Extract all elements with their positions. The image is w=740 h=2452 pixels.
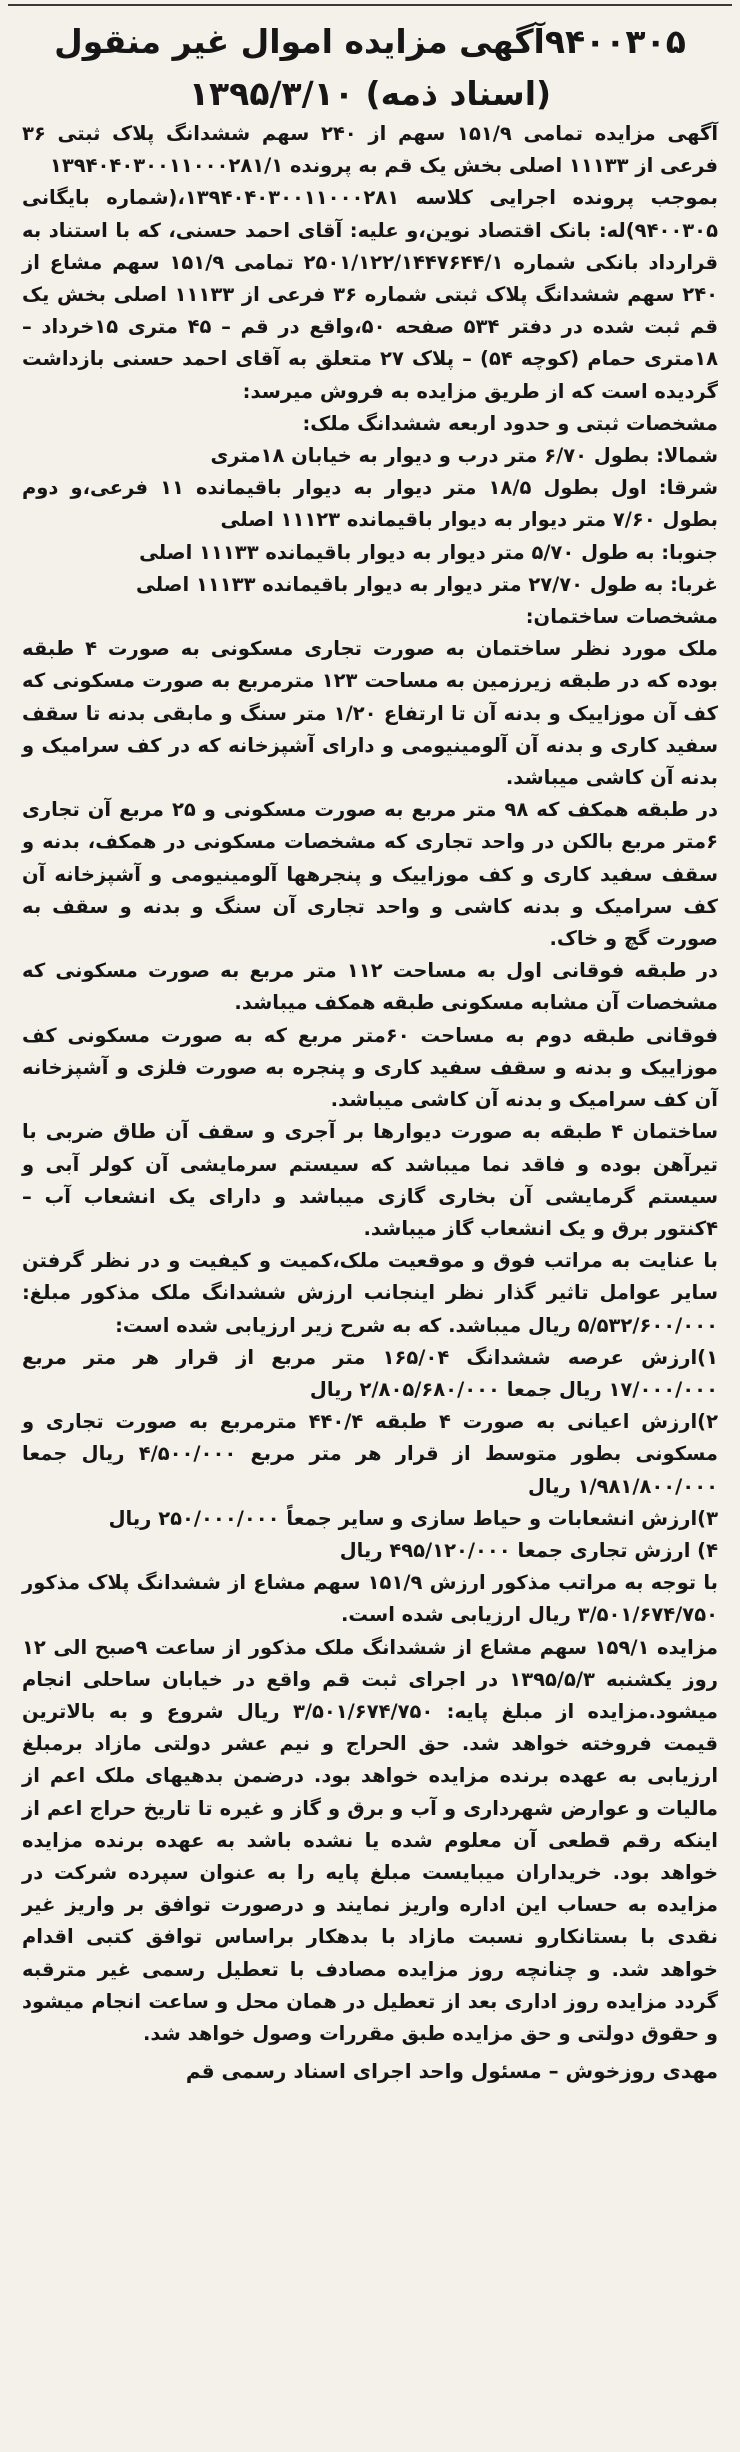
building-structure: ساختمان ۴ طبقه به صورت دیوارها بر آجری و سقف آن طاق ضربی با تیرآهن بوده و فاقد نما میباشد که سیستم سرمایشی آن کولر آبی و سیستم گرمایشی آن بخاری گازی میباشد و دارای یک انشعاب آب – ۴کنتور برق و یک انشعاب گاز میباشد. xyxy=(22,1120,718,1240)
building-basement: ملک مورد نظر ساختمان به صورت تجاری مسکونی به صورت ۴ طبقه بوده که در طبقه زیرزمین به مساحت ۱۲۳ مترمربع به صورت مسکونی که کف آن موزاییک و بدنه آن تا ارتفاع ۱/۲۰ متر سنگ و مابقی بدنه تا سقف سفید کاری و بدنه آن آلومینیومی و دارای آشپزخانه که در کف سرامیک و بدنه آن کاشی میباشد. xyxy=(22,637,718,790)
boundary-east: شرقا: اول بطول ۱۸/۵ متر دیوار به دیوار باقیمانده ۱۱ فرعی،و دوم بطول ۷/۶۰ متر دیوار به دیوار باقیمانده ۱۱۱۲۳ اصلی xyxy=(22,476,719,532)
top-border-line xyxy=(8,4,732,6)
building-second-floor: فوقانی طبقه دوم به مساحت ۶۰متر مربع که به صورت مسکونی کف موزاییک و بدنه و سقف سفید کاری و پنجره به صورت فلزی و آشپزخانه آن کف سرامیک و بدنه آن کاشی میباشد. xyxy=(22,1023,718,1112)
valuation-item-2: ۲)ارزش اعیانی به صورت ۴ طبقه ۴۴۰/۴ مترمربع به صورت تجاری و مسکونی بطور متوسط از قرار هر متر مربع ۴/۵۰۰/۰۰۰ ریال جمعا ۱/۹۸۱/۸۰۰/۰۰۰ ریال xyxy=(22,1410,718,1498)
boundary-north: شمالا: بطول ۶/۷۰ متر درب و دیوار به خیابان ۱۸متری xyxy=(210,444,718,468)
boundary-west: غربا: به طول ۲۷/۷۰ متر دیوار به دیوار باقیمانده ۱۱۱۳۳ اصلی xyxy=(135,572,718,596)
valuation-summary: با عنایت به مراتب فوق و موقعیت ملک،کمیت و کیفیت و در نظر گرفتن سایر عوامل تاثیر گذار نظر اینجانب ارزش ششدانگ ملک مذکور مبلغ: ۵/۵۳۲/۶۰۰/۰۰۰ ریال میباشد. که به شرح زیر ارزیابی شده است: xyxy=(22,1249,718,1337)
boundary-south: جنوبا: به طول ۵/۷۰ متر دیوار به دیوار باقیمانده ۱۱۱۳۳ اصلی xyxy=(139,540,718,564)
case-paragraph: بموجب پرونده اجرایی کلاسه ۱۳۹۴۰۴۰۳۰۰۱۱۰۰۰۲۸۱،(شماره بایگانی ۹۴۰۰۳۰۵)له: بانک اقتصاد نوین،و علیه: آقای احمد حسنی، که با استناد به قرارداد بانکی شماره ۲۵۰۱/۱۲۲/۱۴۴۷۶۴۴/۱ تمامی ۱۵۱/۹ سهم مشاع از ۲۴۰ سهم ششدانگ پلاک ثبتی شماره ۳۶ فرعی از ۱۱۱۳۳ اصلی بخش یک قم ثبت شده در دفتر ۵۳۴ صفحه ۵۰،واقع در قم – ۴۵ متری ۱۵خرداد – ۱۸متری حمام (کوچه ۵۴) – پلاک ۲۷ متعلق به آقای احمد حسنی بازداشت گردیده است که از طریق مزایده به فروش میرسد: xyxy=(22,186,719,403)
signature: مهدی روزخوش – مسئول واحد اجرای اسناد رسمی قم xyxy=(185,2059,718,2084)
building-ground-floor: در طبقه همکف که ۹۸ متر مربع به صورت مسکونی و ۲۵ مربع آن تجاری ۶متر مربع بالکن در واحد تجاری که مشخصات مسکونی در همکف، بدنه و سقف سفید کاری و کف موزاییک و پنجرهها آلومینیومی و آشپزخانه آن کف سرامیک و بدنه کاشی و واحد تجاری آن سنگ و بدنه و سقف به صورت گچ و خاک. xyxy=(22,798,718,951)
share-value: با توجه به مراتب مذکور ارزش ۱۵۱/۹ سهم مشاع از ششدانگ پلاک مذکور ۳/۵۰۱/۶۷۴/۷۵۰ ریال ارزیابی شده است. xyxy=(22,1571,718,1627)
auction-terms: مزایده ۱۵۹/۱ سهم مشاع از ششدانگ ملک مذکور از ساعت ۹صبح الی ۱۲ روز یکشنبه ۱۳۹۵/۵/۳ در اجرای ثبت قم واقع در خیابان ساحلی انجام میشود.مزایده از مبلغ پایه: ۳/۵۰۱/۶۷۴/۷۵۰ ریال شروع و به بالاترین قیمت فروخته خواهد شد. حق الحراج و نیم عشر دولتی مازاد برمبلغ ارزیابی به عهده برنده مزایده خواهد بود. درضمن بدهیهای ملک اعم از مالیات و عوارض شهرداری و آب و برق و گاز و غیره تا تاریخ حراج اعم از اینکه رقم قطعی آن معلوم شده یا نشده باشد به عهده برنده مزایده خواهد بود. خریداران میبایست مبلغ پایه را به عنوان سپرده شرکت در مزایده به حساب این اداره واریز نمایند و درصورت توافق بر واریز غیر نقدی با بستانکارو نسبت مازاد با بدهکار براساس توافق کتبی اقدام خواهد شد. و چنانچه روز مزایده مصادف با تعطیل رسمی غیر مترقبه گردد مزایده روز اداری بعد از تعطیل در همان محل و ساعت انجام میشود و حقوق دولتی و حق مزایده طبق مقررات وصول خواهد شد. xyxy=(22,1635,718,2045)
notice-date: (اسناد ذمه) ۱۳۹۵/۳/۱۰ xyxy=(188,74,552,113)
notice-title: ۹۴۰۰۳۰۵آگهی مزایده اموال غیر منقول xyxy=(54,22,686,61)
valuation-item-1: ۱)ارزش عرصه ششدانگ ۱۶۵/۰۴ متر مربع از قرار هر متر مربع ۱۷/۰۰۰/۰۰۰ ریال جمعا ۲/۸۰۵/۶۸۰/۰۰۰ ریال xyxy=(22,1345,718,1401)
valuation-item-4: ۴) ارزش تجاری جمعا ۴۹۵/۱۲۰/۰۰۰ ریال xyxy=(339,1538,718,1562)
intro-paragraph: آگهی مزایده تمامی ۱۵۱/۹ سهم از ۲۴۰ سهم ششدانگ پلاک ثبتی ۳۶ فرعی از ۱۱۱۳۳ اصلی بخش یک قم به پرونده ۱۳۹۴۰۴۰۳۰۰۱۱۰۰۰۲۸۱/۱ xyxy=(22,122,719,178)
valuation-item-3: ۳)ارزش انشعابات و حیاط سازی و سایر جمعاً ۲۵۰/۰۰۰/۰۰۰ ریال xyxy=(108,1506,718,1530)
building-heading: مشخصات ساختمان: xyxy=(525,605,718,629)
building-first-floor: در طبقه فوقانی اول به مساحت ۱۱۲ متر مربع به صورت مسکونی که مشخصات آن مشابه مسکونی طبقه همکف میباشد. xyxy=(22,959,718,1015)
boundaries-heading: مشخصات ثبتی و حدود اربعه ششدانگ ملک: xyxy=(302,411,718,435)
